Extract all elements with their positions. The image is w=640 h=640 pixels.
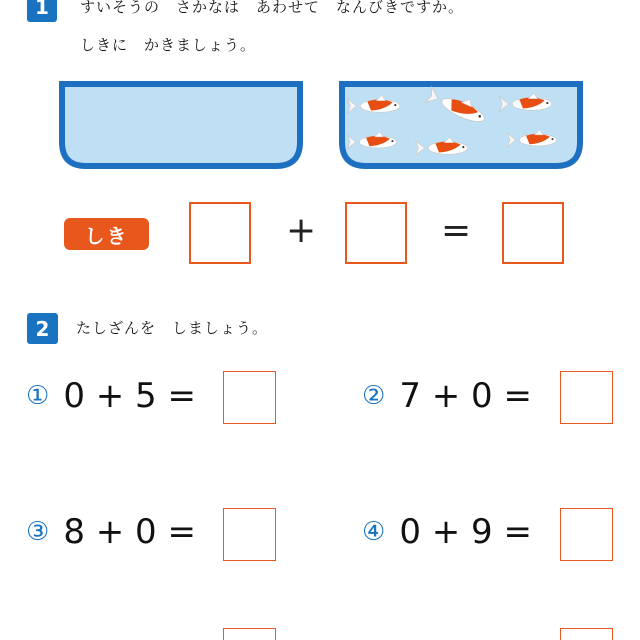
answer-box-2[interactable]: [560, 371, 613, 424]
plus-sign: +: [286, 210, 317, 251]
goldfish-group: [338, 80, 584, 170]
problem-2: [362, 376, 532, 416]
problem-marker: ④: [362, 517, 386, 547]
problem-marker: ②: [362, 381, 386, 411]
problem-expression: 7 + 0 =: [399, 376, 532, 416]
question-1-line-2: しきに かきましょう。: [80, 36, 257, 54]
problem-expression: 8 + 0 =: [63, 512, 196, 552]
goldfish-icon: [348, 95, 400, 113]
question-1-line-1: すいそうの さかなは あわせて なんびきですか。: [80, 0, 465, 16]
addend-2-box[interactable]: [345, 202, 407, 264]
problem-expression: 0 + 9 =: [399, 512, 532, 552]
shiki-label: しき: [64, 218, 149, 250]
question-number-2: 2: [27, 313, 58, 344]
problem-marker: ③: [26, 517, 50, 547]
goldfish-icon: [425, 83, 489, 127]
question-number-1: 1: [27, 0, 57, 22]
addend-1-box[interactable]: [189, 202, 251, 264]
answer-box-5[interactable]: [223, 628, 276, 640]
question-2-instruction: たしざんを しましょう。: [76, 319, 269, 337]
sum-box[interactable]: [502, 202, 564, 264]
problem-4: [362, 512, 532, 552]
goldfish-icon: [416, 137, 468, 155]
goldfish-icon: [347, 132, 396, 149]
goldfish-icon: [500, 93, 552, 111]
goldfish-icon: [507, 130, 556, 147]
answer-box-4[interactable]: [560, 508, 613, 561]
equals-sign: =: [441, 210, 472, 251]
problem-3: [26, 512, 196, 552]
problem-marker: ①: [26, 381, 50, 411]
empty-fish-tank-icon: [58, 80, 304, 170]
answer-box-3[interactable]: [223, 508, 276, 561]
problem-1: [26, 376, 196, 416]
answer-box-6[interactable]: [560, 628, 613, 640]
problem-expression: 0 + 5 =: [63, 376, 196, 416]
answer-box-1[interactable]: [223, 371, 276, 424]
